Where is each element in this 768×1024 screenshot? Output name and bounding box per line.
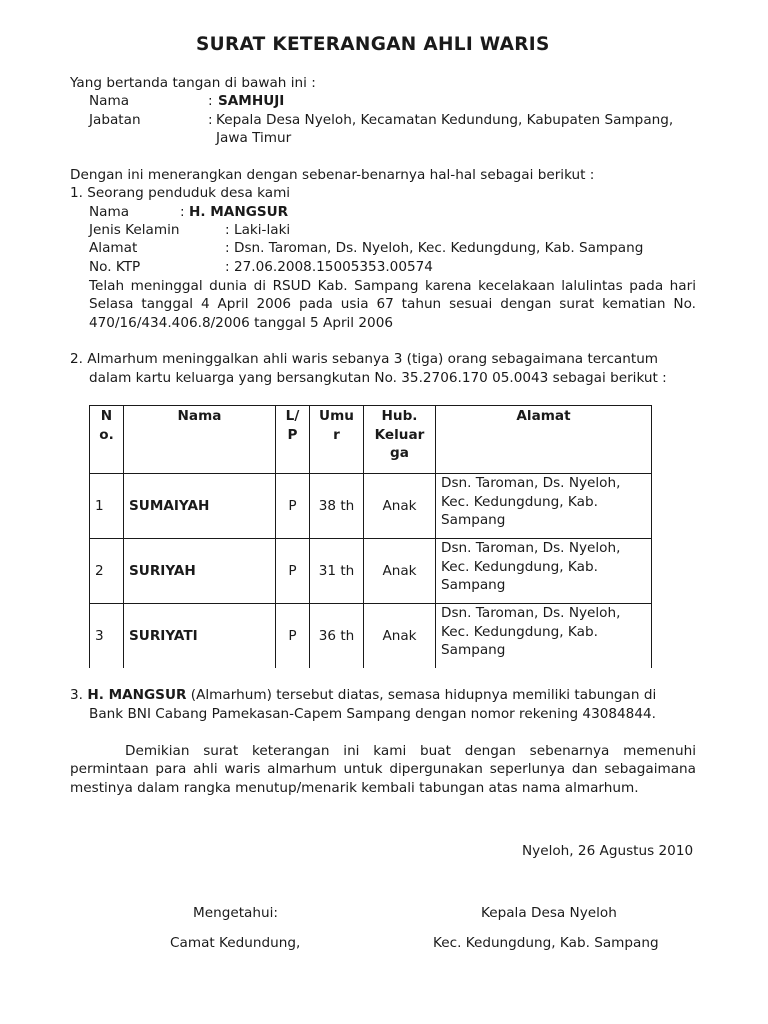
table-row: [90, 474, 652, 539]
signer-position-value-cont: Jawa Timur: [216, 130, 292, 146]
death-info-line: Telah meninggal dunia di RSUD Kab. Sampang karena kecelakaan lalulintas pada hari: [89, 278, 696, 294]
header-no: N o.: [90, 406, 124, 474]
cell-age: 31 th: [310, 539, 364, 604]
gender-label: Jenis Kelamin: [89, 222, 180, 238]
closing-line: Demikian surat keterangan ini kami buat dengan sebenarnya memenuhi: [125, 743, 696, 759]
cell-name: SURIYATI: [124, 604, 276, 669]
item1-heading: 1. Seorang penduduk desa kami: [70, 185, 291, 201]
cell-address: Dsn. Taroman, Ds. Nyeloh, Kec. Kedungdung, Kab. Sampang: [436, 474, 652, 539]
ktp-colon: :: [225, 259, 230, 275]
document-title: SURAT KETERANGAN AHLI WARIS: [196, 34, 550, 55]
table-row: [90, 539, 652, 604]
table-header-row: [90, 406, 652, 474]
header-address: Alamat: [436, 406, 652, 474]
cell-relation: Anak: [364, 474, 436, 539]
deceased-name-value: H. MANGSUR: [189, 204, 289, 220]
gender-colon: :: [225, 222, 230, 238]
header-age: Umu r: [310, 406, 364, 474]
signer-position-value: Kepala Desa Nyeloh, Kecamatan Kedundung, Kabupaten Sampang,: [216, 112, 674, 128]
cell-age: 38 th: [310, 474, 364, 539]
item2-text: dalam kartu keluarga yang bersangkutan No. 35.2706.170 05.0043 sebagai berikut :: [89, 370, 667, 386]
right-signature-role: Kec. Kedungdung, Kab. Sampang: [433, 935, 659, 951]
left-signature-title: Mengetahui:: [193, 905, 278, 921]
cell-relation: Anak: [364, 539, 436, 604]
item3-text: 3. H. MANGSUR (Almarhum) tersebut diatas, semasa hidupnya memiliki tabungan di: [70, 687, 657, 703]
closing-line: permintaan para ahli waris almarhum untuk dipergunakan seperlunya dan sebagaimana: [70, 761, 696, 777]
table-row: [90, 604, 652, 669]
deceased-name-label: Nama: [89, 204, 130, 220]
cell-no: 3: [90, 604, 124, 669]
ktp-label: No. KTP: [89, 259, 141, 275]
header-gender: L/ P: [276, 406, 310, 474]
signer-name-label: Nama: [89, 93, 130, 109]
item3-name: H. MANGSUR: [87, 687, 187, 703]
signer-name-value: SAMHUJI: [218, 93, 285, 109]
cell-gender: P: [276, 604, 310, 669]
cell-address: Dsn. Taroman, Ds. Nyeloh, Kec. Kedungdung, Kab. Sampang: [436, 604, 652, 669]
address-label: Alamat: [89, 240, 138, 256]
closing-line: mestinya dalam rangka menutup/menarik kembali tabungan atas nama almarhum.: [70, 780, 639, 796]
item2-text: 2. Almarhum meninggalkan ahli waris sebanya 3 (tiga) orang sebagaimana tercantum: [70, 351, 659, 367]
item3-text-cont: Bank BNI Cabang Pamekasan-Capem Sampang dengan nomor rekening 43084844.: [89, 706, 656, 722]
signer-name-colon: :: [208, 93, 213, 109]
signer-position-colon: :: [208, 112, 213, 128]
cell-name: SURIYAH: [124, 539, 276, 604]
place-date: Nyeloh, 26 Agustus 2010: [522, 843, 694, 859]
cell-name: SUMAIYAH: [124, 474, 276, 539]
header-relation: Hub. Keluar ga: [364, 406, 436, 474]
cell-no: 1: [90, 474, 124, 539]
intro-text: Yang bertanda tangan di bawah ini :: [70, 75, 316, 91]
cell-gender: P: [276, 539, 310, 604]
gender-value: Laki-laki: [234, 222, 291, 238]
cell-gender: P: [276, 474, 310, 539]
right-signature-title: Kepala Desa Nyeloh: [481, 905, 617, 921]
deceased-name-colon: :: [180, 204, 185, 220]
cell-address: Dsn. Taroman, Ds. Nyeloh, Kec. Kedungdung, Kab. Sampang: [436, 539, 652, 604]
death-info-line: 470/16/434.406.8/2006 tanggal 5 April 2006: [89, 315, 394, 331]
signer-position-label: Jabatan: [89, 112, 141, 128]
left-signature-role: Camat Kedundung,: [170, 935, 301, 951]
header-name: Nama: [124, 406, 276, 474]
cell-no: 2: [90, 539, 124, 604]
ktp-value: 27.06.2008.15005353.00574: [234, 259, 433, 275]
statement-text: Dengan ini menerangkan dengan sebenar-benarnya hal-hal sebagai berikut :: [70, 167, 595, 183]
address-value: Dsn. Taroman, Ds. Nyeloh, Kec. Kedungdung, Kab. Sampang: [234, 240, 644, 256]
death-info-line: Selasa tanggal 4 April 2006 pada usia 67 tahun sesuai dengan surat kematian No.: [89, 296, 696, 312]
heirs-table: [89, 405, 652, 668]
cell-relation: Anak: [364, 604, 436, 669]
cell-age: 36 th: [310, 604, 364, 669]
address-colon: :: [225, 240, 230, 256]
